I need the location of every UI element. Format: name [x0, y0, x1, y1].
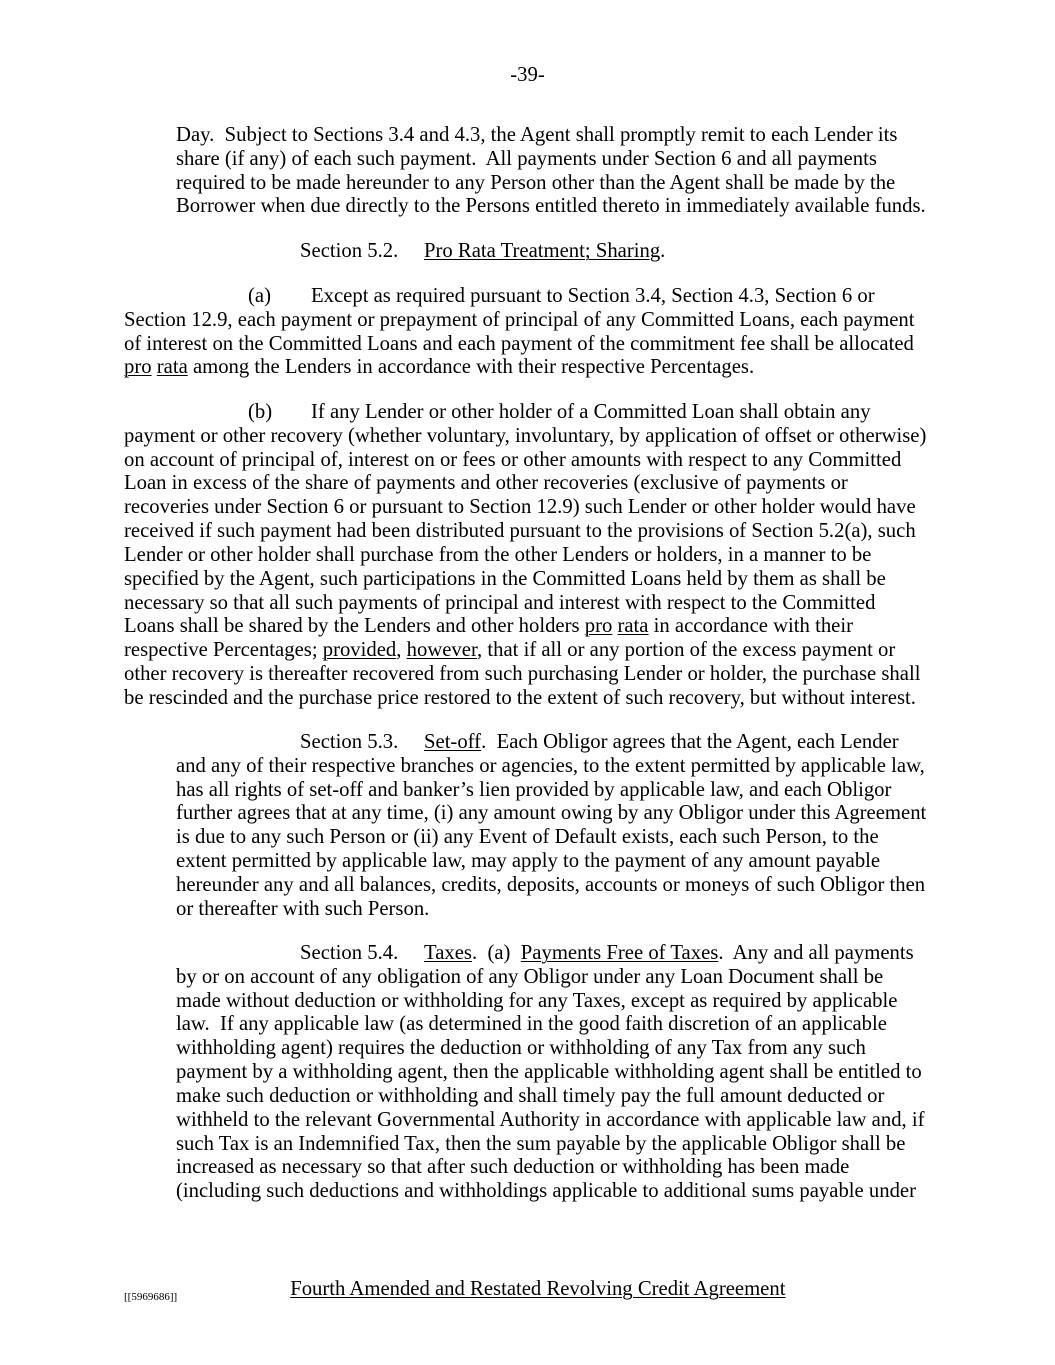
text-run: Lender or other holder shall purchase from the other Lenders or holders, in a manner to be [124, 543, 872, 566]
text-run: and any of their respective branches or agencies, to the extent permitted by applicable law, [176, 754, 925, 777]
text-line [124, 520, 926, 544]
text-run: has all rights of set-off and banker’s lien provided by applicable law, and each Obligor [176, 778, 892, 801]
text-run: further agrees that at any time, (i) any amount owing by any Obligor under this Agreement [176, 802, 927, 825]
continuation-paragraph [176, 124, 926, 219]
underlined-text: Taxes [424, 942, 472, 964]
text-line [176, 195, 926, 219]
text-run: , that if all or any portion of the excess payment or [477, 639, 896, 662]
text-line [124, 401, 926, 425]
text-run: payment by a withholding agent, then the applicable withholding agent shall be entitled to [176, 1061, 922, 1084]
text-line [176, 942, 925, 966]
page-number: -39- [510, 64, 545, 86]
section-label: (a) [248, 285, 271, 307]
section-label: (b) [248, 401, 273, 423]
text-run: Loan in excess of the share of payments and other recoveries (exclusive of payments or [124, 472, 848, 495]
text-run: among the Lenders in accordance with their respective Percentages. [187, 356, 755, 379]
text-line [176, 1061, 925, 1085]
text-run: share (if any) of each such payment. All payments under Section 6 and all payments [176, 147, 877, 170]
text-run: (including such deductions and withholdings applicable to additional sums payable under [176, 1180, 917, 1203]
text-run: law. If any applicable law (as determined in the good faith discretion of an applicable [176, 1013, 887, 1036]
text-line [176, 731, 926, 755]
text-run: respective Percentages; [124, 639, 323, 662]
text-line [124, 615, 926, 639]
text-run: . (a) [471, 942, 521, 964]
text-run: be rescinded and the purchase price restored to the extent of such recovery, but without interest. [124, 686, 916, 709]
text-line [176, 1133, 925, 1157]
text-run: of interest on the Committed Loans and each payment of the commitment fee shall be allocated [124, 332, 914, 355]
section-label: Section 5.2. [300, 240, 399, 262]
text-line [124, 285, 914, 309]
text-run: make such deduction or withholding and shall timely pay the full amount deducted or [176, 1084, 885, 1107]
underlined-text: rata [156, 356, 188, 379]
text-run: necessary so that all such payments of principal and interest with respect to the Committed [124, 591, 876, 614]
text-run: hereunder any and all balances, credits, deposits, accounts or moneys of such Obligor then [176, 873, 926, 896]
section-label: Section 5.3. [300, 731, 399, 753]
text-line [176, 1037, 925, 1061]
text-line [124, 356, 914, 380]
text-run: . Each Obligor agrees that the Agent, each Lender [481, 731, 899, 753]
text-run: , [396, 639, 407, 662]
text-run: extent permitted by applicable law, may apply to the payment of any amount payable [176, 850, 881, 873]
text-line [124, 496, 926, 520]
text-line [124, 687, 926, 711]
text-run: . Any and all payments [718, 942, 914, 964]
text-run: withholding agent) requires the deduction or withholding of any Tax from any such [176, 1037, 866, 1060]
text-line [176, 779, 926, 803]
text-run: or thereafter with such Person. [176, 897, 430, 920]
text-line [176, 1109, 925, 1133]
section-5-3-paragraph [176, 731, 926, 922]
text-line [176, 1180, 925, 1204]
text-run: Except as required pursuant to Section 3.4, Section 4.3, Section 6 or [311, 285, 875, 307]
text-run: other recovery is thereafter recovered from such purchasing Lender or holder, the purchase shall [124, 663, 921, 686]
text-run: If any Lender or other holder of a Committed Loan shall obtain any [311, 401, 871, 423]
text-line [176, 124, 926, 148]
section-5-2-heading [176, 240, 665, 264]
text-line [124, 639, 926, 663]
text-run: specified by the Agent, such participations in the Committed Loans held by them as shall be [124, 567, 886, 590]
text-run: on account of principal of, interest on or fees or other amounts with respect to any Committed [124, 448, 902, 471]
text-line [176, 802, 926, 826]
text-run: required to be made hereunder to any Person other than the Agent shall be made by the [176, 171, 896, 194]
text-run: payment or other recovery (whether voluntary, involuntary, by application of offset or otherwise) [124, 424, 927, 447]
text-run: Loans shall be shared by the Lenders and other holders [124, 615, 585, 638]
text-line [176, 826, 926, 850]
underlined-text: Pro Rata Treatment; Sharing [424, 240, 661, 262]
text-line [124, 663, 926, 687]
section-5-4-paragraph [176, 942, 925, 1204]
text-run: made without deduction or withholding for any Taxes, except as required by applicable [176, 989, 898, 1012]
text-line [176, 1085, 925, 1109]
section-label: Section 5.4. [300, 942, 399, 964]
underlined-text: pro [124, 356, 152, 379]
text-run: recoveries under Section 6 or pursuant to Section 12.9) such Lender or other holder would have [124, 496, 916, 519]
text-line [176, 755, 926, 779]
clause-b-paragraph [124, 401, 926, 711]
text-line [176, 966, 925, 990]
underlined-text: pro [584, 615, 613, 638]
text-line [124, 592, 926, 616]
text-line [124, 309, 914, 333]
text-run: withheld to the relevant Governmental Authority in accordance with applicable law and, if [176, 1108, 925, 1131]
text-line [176, 990, 925, 1014]
text-run: is due to any such Person or (ii) any Event of Default exists, each such Person, to the [176, 826, 879, 849]
text-line [176, 1013, 925, 1037]
text-run: Section 12.9, each payment or prepayment of principal of any Committed Loans, each payment [124, 308, 915, 331]
document-id: [[5969686]] [124, 1291, 178, 1303]
text-run: . [660, 240, 666, 262]
underlined-text: however [406, 639, 478, 662]
text-run: increased as necessary so that after such deduction or withholding has been made [176, 1156, 850, 1179]
text-run: such Tax is an Indemnified Tax, then the sum payable by the applicable Obligor shall be [176, 1132, 906, 1155]
text-line [124, 333, 914, 357]
underlined-text: provided [322, 639, 397, 662]
text-run: Day. Subject to Sections 3.4 and 4.3, the Agent shall promptly remit to each Lender its [176, 124, 898, 146]
text-line [124, 544, 926, 568]
text-line [176, 148, 926, 172]
text-line [124, 568, 926, 592]
text-line [124, 472, 926, 496]
text-line [176, 898, 926, 922]
text-run: in accordance with their [648, 615, 853, 638]
text-line [124, 425, 926, 449]
text-run: received if such payment had been distributed pursuant to the provisions of Section 5.2(a), such [124, 520, 916, 543]
underlined-text: Set-off [424, 731, 482, 753]
text-run: Borrower when due directly to the Persons entitled thereto in immediately available funds. [176, 195, 926, 218]
underlined-text: rata [617, 615, 649, 638]
text-line [176, 850, 926, 874]
underlined-text: Payments Free of Taxes [520, 942, 719, 964]
clause-a-paragraph [124, 285, 914, 380]
text-line [176, 240, 665, 264]
text-line [176, 172, 926, 196]
text-line [124, 449, 926, 473]
text-run: by or on account of any obligation of any Obligor under any Loan Document shall be [176, 965, 884, 988]
text-line [176, 1156, 925, 1180]
text-line [176, 874, 926, 898]
footer-title-text: Fourth Amended and Restated Revolving Credit Agreement [290, 1278, 786, 1300]
